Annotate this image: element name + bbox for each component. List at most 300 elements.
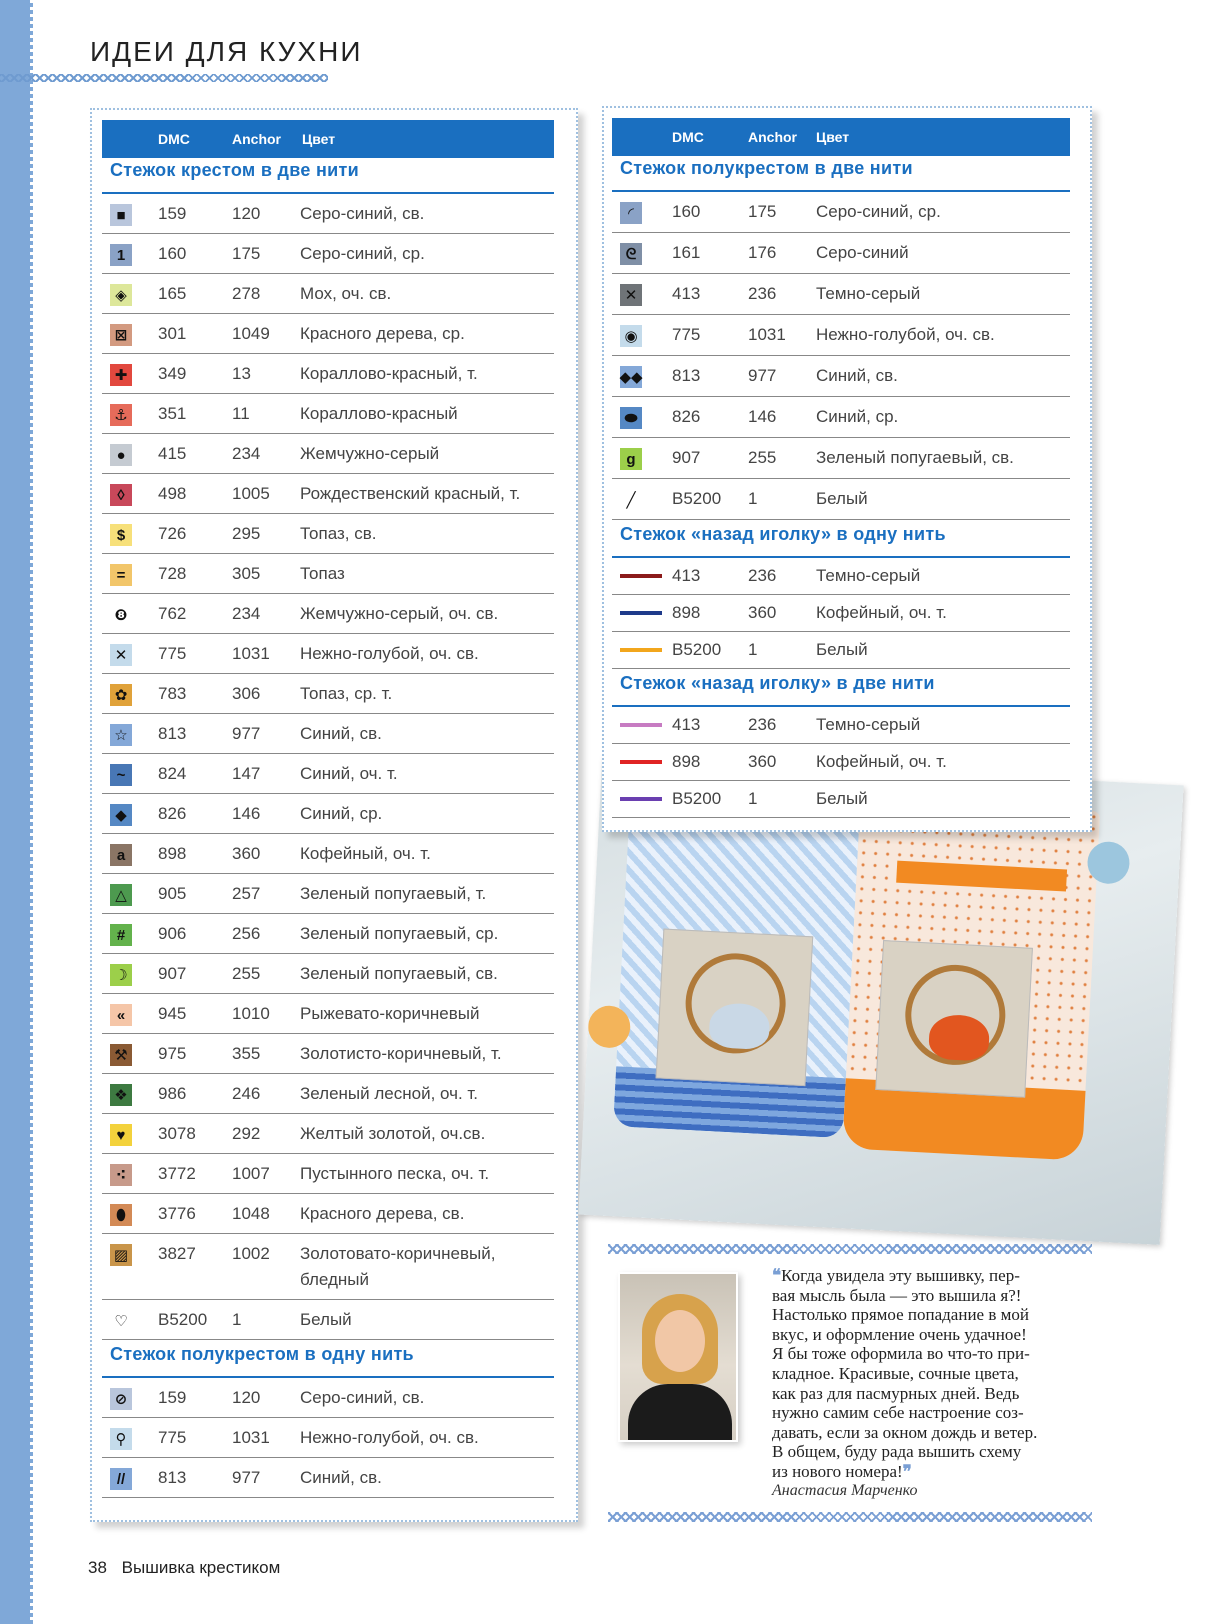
color-name <box>816 243 909 263</box>
anchor-code: 1049 <box>232 324 270 343</box>
table-row <box>102 514 554 554</box>
dmc-code: 3776 <box>158 1204 196 1223</box>
stitch-symbol-icon: ◊ <box>110 484 132 506</box>
stitch-symbol-icon: // <box>110 1468 132 1490</box>
quote-line: Настолько прямое попадание в мой <box>772 1305 1029 1325</box>
author-portrait <box>618 1272 738 1442</box>
color-name <box>300 204 424 224</box>
anchor-code: 236 <box>748 284 777 303</box>
stitch-symbol-icon: ⬮ <box>110 1204 132 1226</box>
table-row <box>612 438 1070 479</box>
color-name <box>300 1428 479 1448</box>
color-name <box>816 489 868 509</box>
color-name-text: Золотисто-коричневый, т. <box>300 1044 502 1063</box>
color-name-text: Нежно-голубой, оч. св. <box>300 644 479 663</box>
dmc-code: 726 <box>158 524 187 543</box>
dmc-code: 905 <box>158 884 187 903</box>
teapot-embroidery-image <box>656 929 814 1087</box>
color-name <box>300 444 439 464</box>
table-row <box>102 194 554 234</box>
color-name-text: Нежно-голубой, оч. св. <box>300 1428 479 1447</box>
blue-bag-image <box>613 797 860 1139</box>
color-name <box>300 284 391 304</box>
table-row <box>102 1154 554 1194</box>
anchor-code: 246 <box>232 1084 261 1103</box>
anchor-code: 234 <box>232 444 261 463</box>
color-name-continuation: бледный <box>300 1270 369 1289</box>
color-name-text: Зеленый попугаевый, св. <box>816 448 1014 467</box>
color-name-text: Серо-синий, св. <box>300 1388 425 1407</box>
stitch-symbol-icon: ✕ <box>620 284 642 306</box>
orange-bag-image <box>842 799 1100 1161</box>
anchor-code: 1 <box>232 1310 242 1329</box>
anchor-code: 295 <box>232 524 261 543</box>
color-name-text: Белый <box>816 789 868 808</box>
table-row <box>612 595 1070 632</box>
dmc-code: 824 <box>158 764 187 783</box>
anchor-code: 1031 <box>232 644 270 663</box>
color-name <box>300 1004 480 1024</box>
table-row <box>102 434 554 474</box>
anchor-code: 977 <box>232 724 261 743</box>
anchor-code: 305 <box>232 564 261 583</box>
stitch-symbol-icon: # <box>110 924 132 946</box>
color-name-text: Жемчужно-серый, оч. св. <box>300 604 499 623</box>
stitch-symbol-icon: ▨ <box>110 1244 132 1266</box>
table-row <box>102 234 554 274</box>
color-name-text: Рыжевато-коричневый <box>300 1004 480 1023</box>
dmc-code: 413 <box>672 566 701 585</box>
anchor-code: 1031 <box>232 1428 270 1447</box>
close-quote-icon: ❞ <box>902 1461 912 1481</box>
stitch-symbol-icon: ◆ <box>110 804 132 826</box>
color-name-text: Нежно-голубой, оч. св. <box>816 325 995 344</box>
anchor-code: 1048 <box>232 1204 270 1223</box>
color-name <box>300 524 376 544</box>
color-name <box>300 804 382 824</box>
dmc-code: 975 <box>158 1044 187 1063</box>
backstitch-line-symbol <box>620 760 662 764</box>
color-name <box>816 407 898 427</box>
quote-line: как раз для пасмурных дней. Ведь <box>772 1383 1020 1403</box>
color-name-text: Зеленый попугаевый, ср. <box>300 924 499 943</box>
anchor-code: 355 <box>232 1044 261 1063</box>
stitch-symbol-icon: g <box>620 448 642 470</box>
anchor-code: 147 <box>232 764 261 783</box>
color-name-text: Серо-синий <box>816 243 909 262</box>
table-row <box>102 1458 554 1498</box>
anchor-code: 255 <box>232 964 261 983</box>
dmc-code: B5200 <box>672 789 722 808</box>
stitch-symbol-icon: ⬬ <box>620 407 642 429</box>
anchor-code: 360 <box>748 752 777 771</box>
color-name-text: Синий, св. <box>300 724 382 743</box>
color-name <box>816 603 947 623</box>
anchor-code: 360 <box>232 844 261 863</box>
section-title: Стежок крестом в две нити <box>110 160 359 180</box>
table-row <box>102 274 554 314</box>
page-number: 38 <box>88 1558 107 1577</box>
color-name-text: Рождественский красный, т. <box>300 484 521 503</box>
stitch-symbol-icon: ⁖ <box>110 1164 132 1186</box>
table-row <box>102 1034 554 1074</box>
dmc-code: 160 <box>672 202 701 221</box>
table-row <box>612 707 1070 744</box>
quote-line: вая мысль была — это вышила я?! <box>772 1285 1022 1305</box>
header-dmc: DMC <box>158 131 190 147</box>
color-name <box>816 715 920 735</box>
color-name-text: Жемчужно-серый <box>300 444 440 463</box>
dmc-code: 906 <box>158 924 187 943</box>
table-row <box>102 1418 554 1458</box>
anchor-code: 977 <box>748 366 777 385</box>
quote-line: из нового номера! <box>772 1461 903 1481</box>
header-anchor: Anchor <box>748 129 797 145</box>
anchor-code: 120 <box>232 1388 261 1407</box>
color-name <box>300 324 465 344</box>
anchor-code: 176 <box>748 243 777 262</box>
header-color: Цвет <box>816 129 850 145</box>
dmc-code: 415 <box>158 444 187 463</box>
color-name-text: Синий, св. <box>300 1468 382 1487</box>
stitch-symbol-icon: ☽ <box>110 964 132 986</box>
color-name <box>300 844 431 864</box>
table-row <box>102 834 554 874</box>
dmc-code: 907 <box>158 964 187 983</box>
color-name <box>300 604 498 624</box>
left-thread-key-panel <box>90 108 578 1522</box>
dmc-code: 351 <box>158 404 187 423</box>
color-name <box>300 1244 495 1290</box>
dmc-code: 813 <box>158 724 187 743</box>
anchor-code: 360 <box>748 603 777 622</box>
dmc-code: B5200 <box>158 1310 208 1329</box>
stitch-symbol-icon: $ <box>110 524 132 546</box>
color-name-text: Топаз, ср. т. <box>300 684 393 703</box>
stitch-symbol-icon: ⚒ <box>110 1044 132 1066</box>
backstitch-line-symbol <box>620 574 662 578</box>
color-name <box>300 644 479 664</box>
dmc-code: 775 <box>158 644 187 663</box>
color-name <box>300 1310 352 1330</box>
section-title: Стежок «назад иголку» в одну нить <box>620 524 946 544</box>
table-row <box>102 874 554 914</box>
backstitch-line-symbol <box>620 797 662 801</box>
backstitch-line-symbol <box>620 723 662 727</box>
table-row <box>102 994 554 1034</box>
table-row <box>102 634 554 674</box>
color-name <box>300 1468 382 1488</box>
quote-top-ornament <box>608 1244 1092 1254</box>
backstitch-line-symbol <box>620 611 662 615</box>
color-name-text: Темно-серый <box>816 566 921 585</box>
dmc-code: 301 <box>158 324 187 343</box>
anchor-code: 1 <box>748 489 758 508</box>
color-name <box>300 564 345 584</box>
table-header <box>612 118 1070 156</box>
anchor-code: 175 <box>232 244 261 263</box>
color-name-text: Топаз, св. <box>300 524 377 543</box>
anchor-code: 1007 <box>232 1164 270 1183</box>
header-color: Цвет <box>302 131 336 147</box>
title-underline-ornament <box>0 74 328 82</box>
color-name <box>300 724 382 744</box>
color-name-text: Зеленый лесной, оч. т. <box>300 1084 479 1103</box>
color-name <box>300 964 498 984</box>
color-name-text: Зеленый попугаевый, св. <box>300 964 498 983</box>
table-row <box>612 315 1070 356</box>
section-title: Стежок «назад иголку» в две нити <box>620 673 935 693</box>
magazine-name: Вышивка крестиком <box>121 1558 281 1577</box>
color-name-text: Темно-серый <box>816 715 921 734</box>
color-name-text: Золотовато-коричневый, <box>300 1244 496 1263</box>
color-name-text: Серо-синий, св. <box>300 204 425 223</box>
color-name-text: Кораллово-красный <box>300 404 458 423</box>
anchor-code: 146 <box>232 804 261 823</box>
quote-bottom-ornament <box>608 1512 1092 1522</box>
color-name-text: Желтый золотой, оч.св. <box>300 1124 486 1143</box>
anchor-code: 255 <box>748 448 777 467</box>
table-row <box>102 474 554 514</box>
anchor-code: 256 <box>232 924 261 943</box>
color-name <box>816 448 1014 468</box>
dmc-code: 813 <box>158 1468 187 1487</box>
quote-author: Анастасия Марченко <box>772 1482 918 1499</box>
dmc-code: 783 <box>158 684 187 703</box>
stitch-symbol-icon: ■ <box>110 204 132 226</box>
table-row <box>612 192 1070 233</box>
color-name <box>300 404 458 424</box>
stitch-symbol-icon: ◜ <box>620 202 642 224</box>
dmc-code: 907 <box>672 448 701 467</box>
table-row <box>102 554 554 594</box>
dmc-code: 826 <box>158 804 187 823</box>
color-name-text: Синий, ср. <box>300 804 383 823</box>
page-title: ИДЕИ ДЛЯ КУХНИ <box>90 36 363 67</box>
quote-line: нужно самим себе настроение соз- <box>772 1403 1024 1423</box>
table-row <box>612 397 1070 438</box>
backstitch-line-symbol <box>620 648 662 652</box>
dmc-code: B5200 <box>672 640 722 659</box>
anchor-code: 977 <box>232 1468 261 1487</box>
stitch-symbol-icon: ⊠ <box>110 324 132 346</box>
kettle-embroidery-image <box>875 940 1033 1098</box>
dmc-code: 3772 <box>158 1164 196 1183</box>
dmc-code: 775 <box>672 325 701 344</box>
color-name-text: Белый <box>300 1310 352 1329</box>
section-title: Стежок полукрестом в одну нить <box>110 1344 414 1364</box>
color-name <box>300 244 425 264</box>
stitch-symbol-icon: « <box>110 1004 132 1026</box>
anchor-code: 292 <box>232 1124 261 1143</box>
anchor-code: 1031 <box>748 325 786 344</box>
stitch-symbol-icon: ᘓ <box>620 243 642 265</box>
dmc-code: 498 <box>158 484 187 503</box>
anchor-code: 236 <box>748 566 777 585</box>
table-row <box>612 781 1070 818</box>
quote-line: Я бы тоже оформила во что-то при- <box>772 1344 1030 1364</box>
table-row <box>102 674 554 714</box>
dmc-code: 413 <box>672 284 701 303</box>
stitch-symbol-icon: ◉ <box>620 325 642 347</box>
color-name <box>300 1044 502 1064</box>
stitch-symbol-icon: ╱ <box>620 489 642 511</box>
page-footer <box>88 1558 280 1578</box>
table-row <box>612 356 1070 397</box>
color-name <box>816 325 995 345</box>
color-name-text: Синий, ср. <box>816 407 899 426</box>
table-row <box>612 558 1070 595</box>
quote-line: давать, если за окном дождь и ветер. <box>772 1422 1038 1442</box>
table-row <box>612 632 1070 669</box>
stitch-symbol-icon: ⊘ <box>110 1388 132 1410</box>
anchor-code: 234 <box>232 604 261 623</box>
anchor-code: 236 <box>748 715 777 734</box>
dmc-code: 159 <box>158 204 187 223</box>
color-name-text: Белый <box>816 489 868 508</box>
stitch-symbol-icon: a <box>110 844 132 866</box>
stitch-symbol-icon: ❽ <box>110 604 132 626</box>
color-name <box>816 366 898 386</box>
table-row <box>102 1234 554 1300</box>
table-row <box>102 1300 554 1340</box>
color-name <box>816 752 947 772</box>
table-row <box>102 754 554 794</box>
color-name-text: Кофейный, оч. т. <box>300 844 431 863</box>
table-header <box>102 120 554 158</box>
color-name-text: Темно-серый <box>816 284 921 303</box>
color-name <box>816 640 868 660</box>
dmc-code: 3827 <box>158 1244 196 1263</box>
table-row <box>102 1074 554 1114</box>
stitch-symbol-icon: ☆ <box>110 724 132 746</box>
anchor-code: 278 <box>232 284 261 303</box>
stitch-symbol-icon: ⚲ <box>110 1428 132 1450</box>
table-row <box>102 594 554 634</box>
table-row <box>102 1378 554 1418</box>
color-name <box>300 1124 485 1144</box>
reader-quote <box>772 1266 1090 1482</box>
anchor-code: 175 <box>748 202 777 221</box>
stitch-symbol-icon: ✕ <box>110 644 132 666</box>
dmc-code: 159 <box>158 1388 187 1407</box>
dmc-code: 165 <box>158 284 187 303</box>
color-name-text: Красного дерева, ср. <box>300 324 465 343</box>
table-row <box>102 714 554 754</box>
table-row <box>102 794 554 834</box>
color-name <box>300 1164 489 1184</box>
anchor-code: 1010 <box>232 1004 270 1023</box>
color-name <box>300 1204 464 1224</box>
stitch-symbol-icon: ♡ <box>110 1310 132 1332</box>
quote-line: вкус, и оформление очень удачное! <box>772 1324 1027 1344</box>
color-name-text: Серо-синий, ср. <box>816 202 941 221</box>
color-name <box>300 1388 424 1408</box>
stitch-symbol-icon: ● <box>110 444 132 466</box>
stitch-symbol-icon: 1 <box>110 244 132 266</box>
dmc-code: 413 <box>672 715 701 734</box>
color-name <box>300 484 520 504</box>
dmc-code: 826 <box>672 407 701 426</box>
color-name-text: Красного дерева, св. <box>300 1204 465 1223</box>
color-name-text: Кофейный, оч. т. <box>816 752 947 771</box>
color-name <box>300 364 478 384</box>
stitch-symbol-icon: ♥ <box>110 1124 132 1146</box>
dmc-code: 728 <box>158 564 187 583</box>
dmc-code: 160 <box>158 244 187 263</box>
section-title: Стежок полукрестом в две нити <box>620 158 913 178</box>
color-name-text: Мох, оч. св. <box>300 284 392 303</box>
anchor-code: 1 <box>748 789 758 808</box>
dmc-code: 161 <box>672 243 701 262</box>
color-name <box>300 924 498 944</box>
dmc-code: B5200 <box>672 489 722 508</box>
anchor-code: 1005 <box>232 484 270 503</box>
table-row <box>612 479 1070 520</box>
anchor-code: 306 <box>232 684 261 703</box>
color-name-text: Топаз <box>300 564 345 583</box>
color-name-text: Серо-синий, ср. <box>300 244 425 263</box>
dmc-code: 898 <box>672 603 701 622</box>
color-name-text: Пустынного песка, оч. т. <box>300 1164 490 1183</box>
stitch-symbol-icon: ✿ <box>110 684 132 706</box>
stitch-symbol-icon: ❖ <box>110 1084 132 1106</box>
color-name-text: Кораллово-красный, т. <box>300 364 478 383</box>
header-anchor: Anchor <box>232 131 281 147</box>
color-name-text: Синий, оч. т. <box>300 764 398 783</box>
anchor-code: 257 <box>232 884 261 903</box>
stitch-symbol-icon: ✚ <box>110 364 132 386</box>
dmc-code: 898 <box>158 844 187 863</box>
color-name-text: Синий, св. <box>816 366 898 385</box>
stitch-symbol-icon: = <box>110 564 132 586</box>
color-name <box>300 764 398 784</box>
table-row <box>102 954 554 994</box>
dmc-code: 986 <box>158 1084 187 1103</box>
table-row <box>102 394 554 434</box>
anchor-code: 146 <box>748 407 777 426</box>
quote-line: Когда увидела эту вышивку, пер- <box>781 1266 1020 1285</box>
open-quote-icon: ❝ <box>772 1266 782 1285</box>
stitch-symbol-icon: ~ <box>110 764 132 786</box>
table-row <box>102 354 554 394</box>
dmc-code: 813 <box>672 366 701 385</box>
color-name <box>300 884 486 904</box>
anchor-code: 1002 <box>232 1244 270 1263</box>
anchor-code: 120 <box>232 204 261 223</box>
anchor-code: 11 <box>232 404 250 423</box>
stitch-symbol-icon: ⚓ <box>110 404 132 426</box>
table-row <box>612 233 1070 274</box>
dmc-code: 775 <box>158 1428 187 1447</box>
color-name <box>816 566 920 586</box>
table-row <box>102 1194 554 1234</box>
quote-line: кладное. Красивые, сочные цвета, <box>772 1363 1019 1383</box>
dmc-code: 898 <box>672 752 701 771</box>
color-name <box>816 789 868 809</box>
table-row <box>102 914 554 954</box>
right-thread-key-panel <box>602 106 1092 832</box>
table-row <box>612 274 1070 315</box>
dmc-code: 349 <box>158 364 187 383</box>
stitch-symbol-icon: ◈ <box>110 284 132 306</box>
quote-line: В общем, буду рада вышить схему <box>772 1442 1022 1462</box>
color-name-text: Зеленый попугаевый, т. <box>300 884 487 903</box>
color-name <box>300 684 392 704</box>
stitch-symbol-icon: △ <box>110 884 132 906</box>
header-dmc: DMC <box>672 129 704 145</box>
color-name <box>300 1084 478 1104</box>
